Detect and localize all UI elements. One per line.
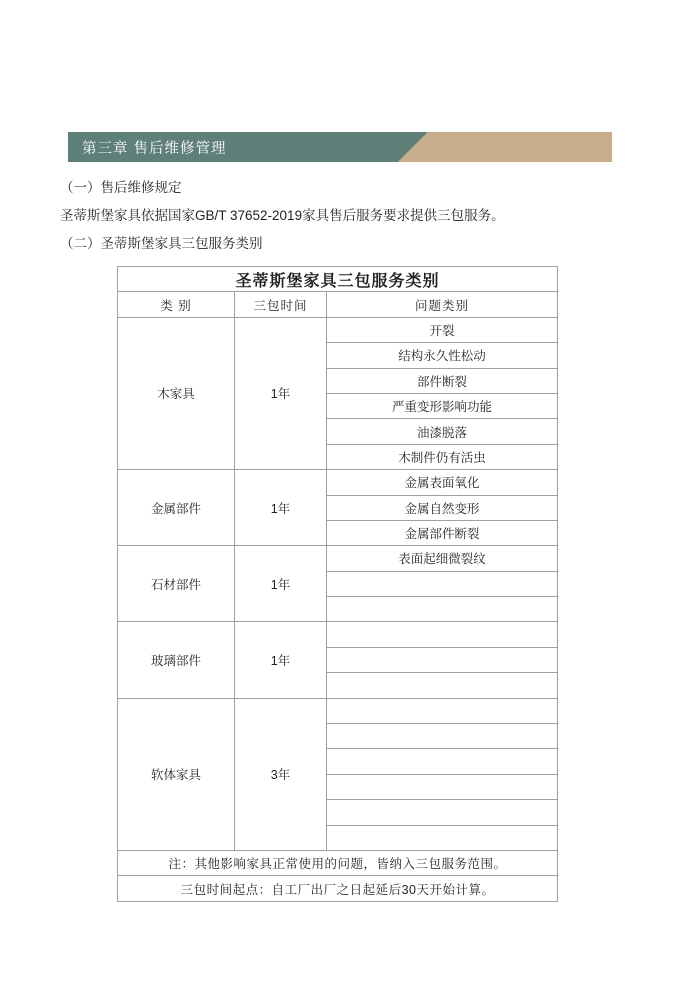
section-one-heading: （一）售后维修规定 (60, 180, 182, 195)
table-title-row (118, 267, 558, 292)
issue-cell: 表面起细微裂纹 (327, 546, 558, 571)
chapter-banner-right (398, 132, 612, 162)
header-issue: 问题类别 (327, 292, 558, 317)
category-upholstered: 软体家具 (118, 698, 235, 850)
footer-note-start: 三包时间起点：自工厂出厂之日起延后30天开始计算。 (118, 876, 558, 901)
table-row (118, 470, 558, 495)
issue-cell: 木制件仍有活虫 (327, 444, 558, 469)
header-category: 类 别 (118, 292, 235, 317)
issue-cell: 金属自然变形 (327, 495, 558, 520)
issue-cell (327, 749, 558, 774)
category-wood: 木家具 (118, 317, 235, 469)
issue-cell: 结构永久性松动 (327, 343, 558, 368)
category-metal: 金属部件 (118, 470, 235, 546)
issue-cell: 开裂 (327, 317, 558, 342)
issue-cell: 严重变形影响功能 (327, 393, 558, 418)
chapter-banner (68, 132, 612, 162)
table-row (118, 546, 558, 571)
table-row (118, 317, 558, 342)
duration-stone: 1年 (235, 546, 327, 622)
issue-cell (327, 622, 558, 647)
duration-wood: 1年 (235, 317, 327, 469)
table-title: 圣蒂斯堡家具三包服务类别 (118, 267, 558, 292)
issue-cell (327, 647, 558, 672)
table-footer-row (118, 850, 558, 875)
table-footer-row (118, 876, 558, 901)
issue-cell (327, 724, 558, 749)
issue-cell (327, 825, 558, 850)
section-two-heading: （二）圣蒂斯堡家具三包服务类别 (60, 236, 263, 251)
issue-cell: 金属部件断裂 (327, 520, 558, 545)
table-header-row (118, 292, 558, 317)
category-stone: 石材部件 (118, 546, 235, 622)
issue-cell: 金属表面氧化 (327, 470, 558, 495)
duration-metal: 1年 (235, 470, 327, 546)
issue-cell (327, 673, 558, 698)
footer-note-scope: 注：其他影响家具正常使用的问题，皆纳入三包服务范围。 (118, 850, 558, 875)
category-glass: 玻璃部件 (118, 622, 235, 698)
issue-cell (327, 571, 558, 596)
issue-cell (327, 597, 558, 622)
warranty-table (117, 266, 558, 902)
issue-cell: 部件断裂 (327, 368, 558, 393)
issue-cell (327, 698, 558, 723)
duration-glass: 1年 (235, 622, 327, 698)
chapter-banner-left (68, 132, 398, 162)
warranty-table-wrapper (117, 266, 557, 902)
chapter-title: 第三章 售后维修管理 (82, 140, 227, 157)
table-row (118, 622, 558, 647)
issue-cell (327, 800, 558, 825)
issue-cell: 油漆脱落 (327, 419, 558, 444)
issue-cell (327, 774, 558, 799)
table-row (118, 698, 558, 723)
section-one-body: 圣蒂斯堡家具依据国家GB/T 37652-2019家具售后服务要求提供三包服务。 (60, 208, 505, 223)
header-duration: 三包时间 (235, 292, 327, 317)
duration-upholstered: 3年 (235, 698, 327, 850)
